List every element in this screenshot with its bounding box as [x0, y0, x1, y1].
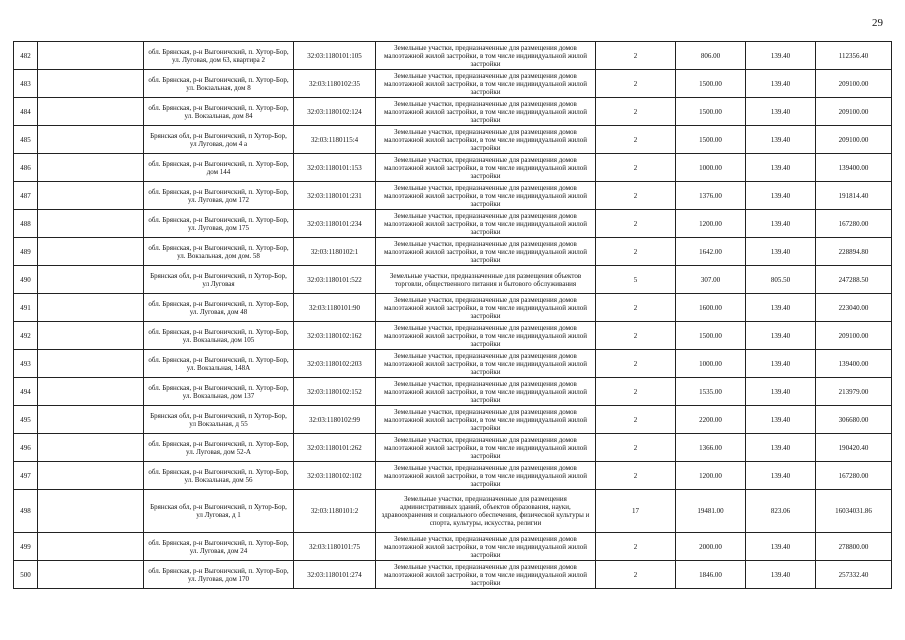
row-number: 486	[14, 154, 38, 182]
address-cell: обл. Брянская, р-н Выгоничский, п. Хутор-Бор, ул. Луговая, дом 172	[144, 182, 294, 210]
cadastral-number-cell: 32:03:1180101:2	[294, 490, 376, 533]
table-row	[14, 462, 892, 490]
empty-cell	[38, 210, 144, 238]
empty-cell	[38, 350, 144, 378]
cadastral-number-cell: 32:03:1180102:203	[294, 350, 376, 378]
specific-cadastral-value-cell: 139.40	[746, 322, 816, 350]
land-use-cell: Земельные участки, предназначенные для размещения домов малоэтажной жилой застройки, в том числе индивидуальной жилой застройки	[376, 126, 596, 154]
cadastral-number-cell: 32:03:1180102:124	[294, 98, 376, 126]
group-number-cell: 2	[596, 70, 676, 98]
cadastral-value-cell: 247288.50	[816, 266, 892, 294]
group-number-cell: 2	[596, 294, 676, 322]
empty-cell	[38, 462, 144, 490]
address-cell: обл. Брянская, р-н Выгоничский, п. Хутор-Бор, ул. Луговая, дом 63, квартира 2	[144, 42, 294, 70]
cadastral-number-cell: 32:03:1180101:153	[294, 154, 376, 182]
cadastral-number-cell: 32:03:1180102:162	[294, 322, 376, 350]
specific-cadastral-value-cell: 139.40	[746, 126, 816, 154]
table-row	[14, 533, 892, 561]
area-cell: 1200.00	[676, 462, 746, 490]
table-row	[14, 406, 892, 434]
table-row	[14, 490, 892, 533]
empty-cell	[38, 266, 144, 294]
specific-cadastral-value-cell: 805.50	[746, 266, 816, 294]
land-use-cell: Земельные участки, предназначенные для размещения домов малоэтажной жилой застройки, в том числе индивидуальной жилой застройки	[376, 210, 596, 238]
address-cell: Брянская обл, р-н Выгоничский, п Хутор-Бор, ул Луговая	[144, 266, 294, 294]
row-number: 484	[14, 98, 38, 126]
land-use-cell: Земельные участки, предназначенные для размещения домов малоэтажной жилой застройки, в том числе индивидуальной жилой застройки	[376, 406, 596, 434]
area-cell: 1000.00	[676, 350, 746, 378]
specific-cadastral-value-cell: 139.40	[746, 350, 816, 378]
cadastral-number-cell: 32:03:1180101:105	[294, 42, 376, 70]
table-row	[14, 154, 892, 182]
area-cell: 1846.00	[676, 561, 746, 589]
cadastral-number-cell: 32:03:1180101:90	[294, 294, 376, 322]
cadastral-number-cell: 32:03:1180102:99	[294, 406, 376, 434]
empty-cell	[38, 561, 144, 589]
area-cell: 1376.00	[676, 182, 746, 210]
land-use-cell: Земельные участки, предназначенные для размещения домов малоэтажной жилой застройки, в том числе индивидуальной жилой застройки	[376, 434, 596, 462]
land-use-cell: Земельные участки, предназначенные для размещения административных зданий, объектов образования, науки, здравоохранения и социального обеспечения, физической культуры и спорта, культуры, искусства, религии	[376, 490, 596, 533]
area-cell: 1500.00	[676, 98, 746, 126]
land-use-cell: Земельные участки, предназначенные для размещения домов малоэтажной жилой застройки, в том числе индивидуальной жилой застройки	[376, 462, 596, 490]
address-cell: обл. Брянская, р-н Выгоничский, п. Хутор-Бор, ул. Луговая, дом 24	[144, 533, 294, 561]
empty-cell	[38, 98, 144, 126]
cadastral-number-cell: 32:03:1180115:4	[294, 126, 376, 154]
group-number-cell: 2	[596, 406, 676, 434]
table-body	[14, 42, 892, 589]
cadastral-value-cell: 190420.40	[816, 434, 892, 462]
cadastral-number-cell: 32:03:1180102:1	[294, 238, 376, 266]
specific-cadastral-value-cell: 139.40	[746, 98, 816, 126]
empty-cell	[38, 378, 144, 406]
cadastral-number-cell: 32:03:1180102:102	[294, 462, 376, 490]
group-number-cell: 2	[596, 462, 676, 490]
cadastral-value-cell: 16034031.86	[816, 490, 892, 533]
row-number: 495	[14, 406, 38, 434]
empty-cell	[38, 70, 144, 98]
row-number: 483	[14, 70, 38, 98]
empty-cell	[38, 434, 144, 462]
cadastral-value-cell: 209100.00	[816, 70, 892, 98]
specific-cadastral-value-cell: 139.40	[746, 533, 816, 561]
address-cell: обл. Брянская, р-н Выгоничский, п. Хутор-Бор, ул. Вокзальная, дом 8	[144, 70, 294, 98]
area-cell: 1642.00	[676, 238, 746, 266]
row-number: 494	[14, 378, 38, 406]
cadastral-value-cell: 139400.00	[816, 154, 892, 182]
cadastral-number-cell: 32:03:1180102:35	[294, 70, 376, 98]
cadastral-value-cell: 139400.00	[816, 350, 892, 378]
row-number: 498	[14, 490, 38, 533]
row-number: 497	[14, 462, 38, 490]
land-use-cell: Земельные участки, предназначенные для размещения домов малоэтажной жилой застройки, в том числе индивидуальной жилой застройки	[376, 98, 596, 126]
address-cell: обл. Брянская, р-н Выгоничский, п. Хутор-Бор, дом 144	[144, 154, 294, 182]
land-use-cell: Земельные участки, предназначенные для размещения домов малоэтажной жилой застройки, в том числе индивидуальной жилой застройки	[376, 70, 596, 98]
area-cell: 1500.00	[676, 126, 746, 154]
row-number: 493	[14, 350, 38, 378]
cadastral-number-cell: 32:03:1180102:152	[294, 378, 376, 406]
address-cell: Брянская обл, р-н Выгоничский, п Хутор-Бор, ул Луговая, дом 4 а	[144, 126, 294, 154]
specific-cadastral-value-cell: 139.40	[746, 238, 816, 266]
address-cell: обл. Брянская, р-н Выгоничский, п. Хутор-Бор, ул. Вокзальная, дом 56	[144, 462, 294, 490]
specific-cadastral-value-cell: 139.40	[746, 406, 816, 434]
group-number-cell: 2	[596, 182, 676, 210]
cadastral-value-cell: 209100.00	[816, 322, 892, 350]
empty-cell	[38, 126, 144, 154]
row-number: 491	[14, 294, 38, 322]
row-number: 496	[14, 434, 38, 462]
area-cell: 1200.00	[676, 210, 746, 238]
group-number-cell: 2	[596, 378, 676, 406]
table-row	[14, 266, 892, 294]
land-use-cell: Земельные участки, предназначенные для размещения домов малоэтажной жилой застройки, в том числе индивидуальной жилой застройки	[376, 154, 596, 182]
land-use-cell: Земельные участки, предназначенные для размещения домов малоэтажной жилой застройки, в том числе индивидуальной жилой застройки	[376, 294, 596, 322]
area-cell: 1500.00	[676, 322, 746, 350]
group-number-cell: 2	[596, 350, 676, 378]
cadastral-value-cell: 112356.40	[816, 42, 892, 70]
table-row	[14, 350, 892, 378]
cadastral-value-cell: 167280.00	[816, 462, 892, 490]
group-number-cell: 2	[596, 154, 676, 182]
group-number-cell: 2	[596, 238, 676, 266]
cadastral-value-cell: 191814.40	[816, 182, 892, 210]
group-number-cell: 2	[596, 42, 676, 70]
page-number: 29	[872, 17, 883, 29]
row-number: 485	[14, 126, 38, 154]
table-row	[14, 322, 892, 350]
table-row	[14, 70, 892, 98]
cadastral-value-cell: 209100.00	[816, 126, 892, 154]
cadastral-value-cell: 213979.00	[816, 378, 892, 406]
empty-cell	[38, 238, 144, 266]
group-number-cell: 2	[596, 322, 676, 350]
land-use-cell: Земельные участки, предназначенные для размещения домов малоэтажной жилой застройки, в том числе индивидуальной жилой застройки	[376, 182, 596, 210]
specific-cadastral-value-cell: 139.40	[746, 42, 816, 70]
address-cell: обл. Брянская, р-н Выгоничский, п. Хутор-Бор, ул. Вокзальная, дом 84	[144, 98, 294, 126]
specific-cadastral-value-cell: 139.40	[746, 210, 816, 238]
specific-cadastral-value-cell: 139.40	[746, 378, 816, 406]
address-cell: обл. Брянская, р-н Выгоничский, п. Хутор-Бор, ул. Луговая, дом 52-А	[144, 434, 294, 462]
address-cell: Брянская обл, р-н Выгоничский, п Хутор-Бор, ул Вокзальная, д 55	[144, 406, 294, 434]
cadastral-value-cell: 223040.00	[816, 294, 892, 322]
row-number: 490	[14, 266, 38, 294]
land-use-cell: Земельные участки, предназначенные для размещения домов малоэтажной жилой застройки, в том числе индивидуальной жилой застройки	[376, 350, 596, 378]
area-cell: 1366.00	[676, 434, 746, 462]
cadastral-number-cell: 32:03:1180101:522	[294, 266, 376, 294]
table-row	[14, 561, 892, 589]
cadastral-number-cell: 32:03:1180101:231	[294, 182, 376, 210]
cadastral-value-cell: 228894.80	[816, 238, 892, 266]
specific-cadastral-value-cell: 139.40	[746, 462, 816, 490]
group-number-cell: 5	[596, 266, 676, 294]
area-cell: 806.00	[676, 42, 746, 70]
row-number: 487	[14, 182, 38, 210]
land-use-cell: Земельные участки, предназначенные для размещения домов малоэтажной жилой застройки, в том числе индивидуальной жилой застройки	[376, 322, 596, 350]
specific-cadastral-value-cell: 139.40	[746, 294, 816, 322]
cadastral-value-cell: 257332.40	[816, 561, 892, 589]
cadastral-value-cell: 167280.00	[816, 210, 892, 238]
cadastral-value-cell: 306680.00	[816, 406, 892, 434]
group-number-cell: 2	[596, 533, 676, 561]
specific-cadastral-value-cell: 139.40	[746, 70, 816, 98]
area-cell: 307.00	[676, 266, 746, 294]
group-number-cell: 2	[596, 126, 676, 154]
address-cell: обл. Брянская, р-н Выгоничский, п. Хутор-Бор, ул. Вокзальная, 148А	[144, 350, 294, 378]
cadastral-number-cell: 32:03:1180101:274	[294, 561, 376, 589]
cadastral-number-cell: 32:03:1180101:234	[294, 210, 376, 238]
table-row	[14, 126, 892, 154]
land-use-cell: Земельные участки, предназначенные для размещения домов малоэтажной жилой застройки, в том числе индивидуальной жилой застройки	[376, 42, 596, 70]
row-number: 492	[14, 322, 38, 350]
row-number: 489	[14, 238, 38, 266]
area-cell: 1600.00	[676, 294, 746, 322]
area-cell: 19481.00	[676, 490, 746, 533]
empty-cell	[38, 406, 144, 434]
cadastral-value-cell: 209100.00	[816, 98, 892, 126]
empty-cell	[38, 154, 144, 182]
area-cell: 2200.00	[676, 406, 746, 434]
group-number-cell: 2	[596, 98, 676, 126]
empty-cell	[38, 533, 144, 561]
land-use-cell: Земельные участки, предназначенные для размещения домов малоэтажной жилой застройки, в том числе индивидуальной жилой застройки	[376, 561, 596, 589]
specific-cadastral-value-cell: 139.40	[746, 561, 816, 589]
empty-cell	[38, 42, 144, 70]
empty-cell	[38, 294, 144, 322]
table-row	[14, 42, 892, 70]
row-number: 488	[14, 210, 38, 238]
group-number-cell: 2	[596, 434, 676, 462]
address-cell: обл. Брянская, р-н Выгоничский, п. Хутор-Бор, ул. Вокзальная, дом 137	[144, 378, 294, 406]
address-cell: обл. Брянская, р-н Выгоничский, п. Хутор-Бор, ул. Вокзальная, дом дом. 58	[144, 238, 294, 266]
table-row	[14, 182, 892, 210]
table-row	[14, 378, 892, 406]
group-number-cell: 2	[596, 561, 676, 589]
cadastral-number-cell: 32:03:1180101:262	[294, 434, 376, 462]
cadastral-value-cell: 278800.00	[816, 533, 892, 561]
land-use-cell: Земельные участки, предназначенные для размещения домов малоэтажной жилой застройки, в том числе индивидуальной жилой застройки	[376, 238, 596, 266]
area-cell: 1000.00	[676, 154, 746, 182]
specific-cadastral-value-cell: 139.40	[746, 154, 816, 182]
address-cell: обл. Брянская, р-н Выгоничский, п. Хутор-Бор, ул. Вокзальная, дом 105	[144, 322, 294, 350]
land-use-cell: Земельные участки, предназначенные для размещения объектов торговли, общественного питания и бытового обслуживания	[376, 266, 596, 294]
row-number: 482	[14, 42, 38, 70]
table-row	[14, 434, 892, 462]
table-row	[14, 238, 892, 266]
area-cell: 2000.00	[676, 533, 746, 561]
address-cell: Брянская обл, р-н Выгоничский, п Хутор-Бор, ул Луговая, д 1	[144, 490, 294, 533]
row-number: 499	[14, 533, 38, 561]
address-cell: обл. Брянская, р-н Выгоничский, п. Хутор-Бор, ул. Луговая, дом 170	[144, 561, 294, 589]
group-number-cell: 17	[596, 490, 676, 533]
cadastral-number-cell: 32:03:1180101:75	[294, 533, 376, 561]
address-cell: обл. Брянская, р-н Выгоничский, п. Хутор-Бор, ул. Луговая, дом 175	[144, 210, 294, 238]
specific-cadastral-value-cell: 823.06	[746, 490, 816, 533]
table-row	[14, 210, 892, 238]
empty-cell	[38, 322, 144, 350]
specific-cadastral-value-cell: 139.40	[746, 182, 816, 210]
land-use-cell: Земельные участки, предназначенные для размещения домов малоэтажной жилой застройки, в том числе индивидуальной жилой застройки	[376, 533, 596, 561]
empty-cell	[38, 490, 144, 533]
empty-cell	[38, 182, 144, 210]
area-cell: 1535.00	[676, 378, 746, 406]
land-registry-table	[13, 41, 892, 589]
area-cell: 1500.00	[676, 70, 746, 98]
row-number: 500	[14, 561, 38, 589]
table-row	[14, 98, 892, 126]
address-cell: обл. Брянская, р-н Выгоничский, п. Хутор-Бор, ул. Луговая, дом 48	[144, 294, 294, 322]
group-number-cell: 2	[596, 210, 676, 238]
specific-cadastral-value-cell: 139.40	[746, 434, 816, 462]
land-use-cell: Земельные участки, предназначенные для размещения домов малоэтажной жилой застройки, в том числе индивидуальной жилой застройки	[376, 378, 596, 406]
table-row	[14, 294, 892, 322]
